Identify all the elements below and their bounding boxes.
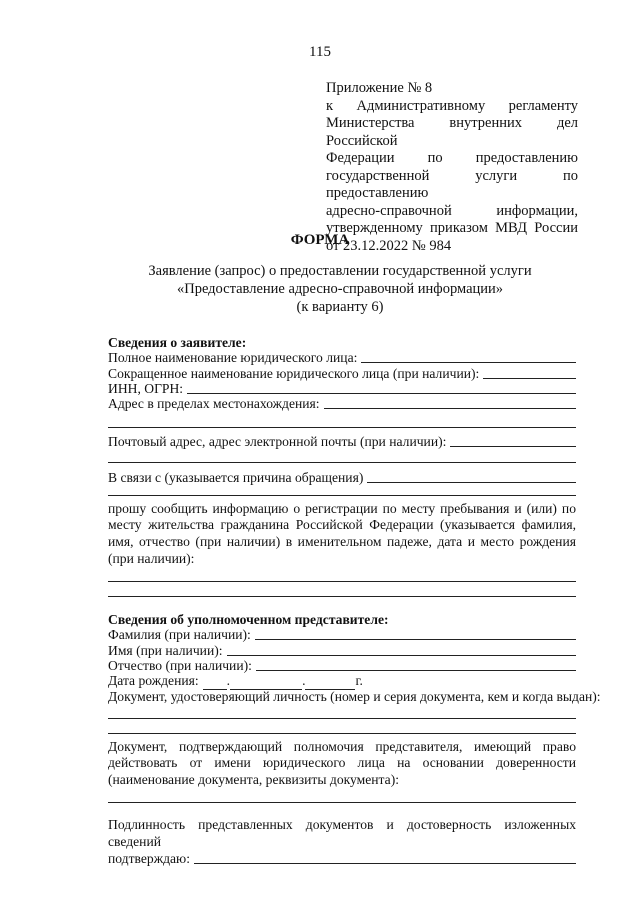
form-body (108, 335, 601, 866)
request-line-2[interactable] (108, 582, 576, 597)
appendix-block (326, 80, 578, 255)
dob-separator: . (226, 673, 231, 689)
form-title: ФОРМА (290, 232, 350, 248)
postal-label: Почтовый адрес, адрес электронной почты (при наличии): (108, 434, 447, 450)
request-line-1[interactable] (108, 567, 576, 582)
postal-input[interactable] (450, 435, 576, 447)
dob-year-suffix: г. (355, 673, 363, 689)
reason-extra-line[interactable] (108, 485, 576, 496)
application-title-line: Заявление (запрос) о предоставлении государственной услуги (148, 263, 532, 279)
appendix-line: Министерства внутренних дел Российской (326, 115, 578, 149)
dob-separator: . (302, 673, 306, 689)
reason-label: В связи с (указывается причина обращения) (108, 469, 364, 485)
request-text: прошу сообщить информацию о регистрации по месту пребывания и (или) по месту жительства гражданина Российской Федерации (указывается фамилия, имя, отчество (при наличии) в именительном падеже, дата и место рождения (при наличии): (108, 500, 576, 566)
appendix-line: Приложение № 8 (326, 80, 433, 96)
application-title (110, 262, 570, 316)
postal-extra-line[interactable] (108, 449, 576, 463)
inn-input[interactable] (187, 382, 576, 394)
name-label: Имя (при наличии): (108, 642, 223, 658)
authority-text: Документ, подтверждающий полномочия представителя, имеющий право действовать от имени юридического лица на основании доверенности (наименование документа, реквизиты документа): (108, 738, 576, 787)
id-doc-line-1[interactable] (108, 704, 576, 719)
application-title-line: «Предоставление адресно-справочной информации» (176, 281, 504, 297)
appendix-line: адресно-справочной информации, (326, 202, 578, 219)
inn-label: ИНН, ОГРН: (108, 380, 184, 396)
representative-heading: Сведения об уполномоченном представителе: (108, 612, 389, 628)
address-extra-line[interactable] (108, 411, 576, 428)
reason-field (108, 469, 576, 484)
reason-input[interactable] (367, 471, 576, 483)
applicant-heading: Сведения о заявителе: (108, 335, 247, 350)
short-name-label: Сокращенное наименование юридического лица (при наличии): (108, 365, 480, 381)
dob-field (108, 673, 576, 688)
name-input[interactable] (227, 644, 576, 656)
confirmation-label: подтверждаю: (108, 850, 190, 866)
authority-line[interactable] (108, 788, 576, 803)
full-name-input[interactable] (361, 351, 576, 363)
confirmation-input[interactable] (194, 852, 576, 864)
appendix-line: утвержденному приказом МВД России (326, 220, 578, 236)
id-doc-label: Документ, удостоверяющий личность (номер и серия документа, кем и когда выдан): (108, 688, 601, 704)
appendix-line: к Административному регламенту (326, 97, 578, 114)
application-title-line: (к варианту 6) (296, 299, 384, 315)
full-name-label: Полное наименование юридического лица: (108, 350, 358, 366)
appendix-line: от 23.12.2022 № 984 (326, 237, 452, 254)
patronymic-field (108, 658, 576, 673)
appendix-line: государственной услуги по предоставлению (326, 167, 578, 201)
appendix-line: Федерации по предоставлению (326, 150, 578, 166)
address-label: Адрес в пределах местонахождения: (108, 396, 320, 412)
address-field (108, 396, 576, 411)
dob-label: Дата рождения: (108, 673, 199, 689)
patronymic-label: Отчество (при наличии): (108, 658, 252, 674)
address-input[interactable] (324, 397, 576, 409)
confirmation-text: Подлинность представленных документов и достоверность изложенных сведений (108, 817, 576, 850)
id-doc-line-2[interactable] (108, 719, 576, 734)
name-field (108, 642, 576, 657)
surname-input[interactable] (255, 628, 576, 640)
postal-field (108, 434, 576, 449)
page-number: 115 (309, 44, 331, 60)
id-doc-field (108, 688, 601, 704)
inn-field (108, 381, 576, 396)
short-name-input[interactable] (483, 367, 576, 379)
confirmation-field (108, 851, 576, 866)
short-name-field (108, 365, 576, 380)
patronymic-input[interactable] (256, 659, 576, 671)
full-name-field (108, 350, 576, 365)
surname-field (108, 627, 576, 642)
surname-label: Фамилия (при наличии): (108, 627, 251, 643)
